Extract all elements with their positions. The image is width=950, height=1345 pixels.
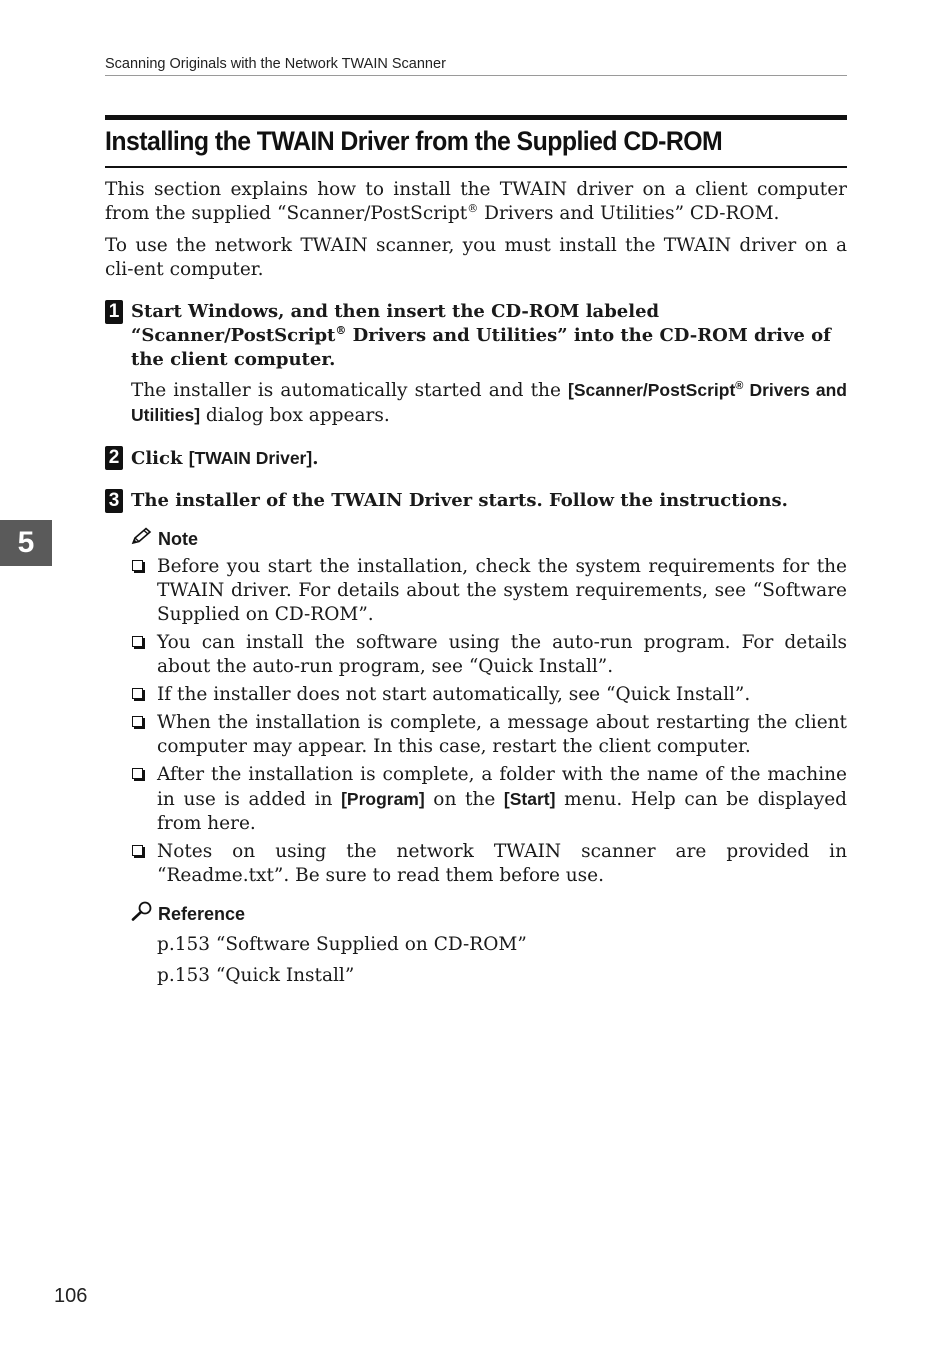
pencil-icon	[131, 527, 158, 551]
note-heading	[131, 527, 847, 551]
reference-link[interactable]: p.153 “Software Supplied on CD-ROM”	[157, 934, 527, 955]
start-key: [Start]	[503, 789, 556, 809]
reference-link[interactable]: p.153 “Quick Install”	[157, 965, 355, 986]
reference-label: Reference	[158, 904, 246, 924]
chapter-tab: 5	[0, 520, 52, 566]
intro-paragraph-1: This section explains how to install the TWAIN driver on a client computer from the supplied “Scanner/PostScript® Drivers and Utilities” CD-ROM.	[105, 179, 847, 224]
step-2	[105, 446, 847, 471]
note-item: Before you start the installation, check the system requirements for the TWAIN driver. For details about the system requirements, see “Software Supplied on CD-ROM”.	[131, 555, 847, 627]
step-3	[105, 489, 847, 513]
note-label: Note	[158, 529, 198, 549]
note-item: After the installation is complete, a folder with the name of the machine in use is added in [Program] on the [Start] menu. Help can be displayed from here.	[131, 763, 847, 836]
step-1-description: The installer is automatically started and the [Scanner/PostScript® Drivers and Utilities] dialog box appears.	[131, 380, 847, 426]
running-header: Scanning Originals with the Network TWAIN Scanner	[105, 56, 847, 76]
page-number: 106	[54, 1285, 88, 1307]
checkbox-bullet-icon	[132, 768, 143, 779]
title-top-rule	[105, 115, 847, 120]
checkbox-bullet-icon	[132, 716, 143, 727]
note-item: When the installation is complete, a message about restarting the client computer may appear. In this case, restart the client computer.	[131, 711, 847, 759]
section-title: Installing the TWAIN Driver from the Supplied CD-ROM	[105, 126, 723, 156]
step-2-instruction: Click [TWAIN Driver].	[131, 448, 319, 469]
checkbox-bullet-icon	[132, 688, 143, 699]
step-3-instruction: The installer of the TWAIN Driver starts. Follow the instructions.	[131, 490, 788, 511]
note-item: If the installer does not start automatically, see “Quick Install”.	[131, 683, 847, 707]
note-item: Notes on using the network TWAIN scanner are provided in “Readme.txt”. Be sure to read them before use.	[131, 840, 847, 888]
step-1	[105, 300, 847, 428]
reference-heading	[131, 902, 847, 926]
note-block	[105, 527, 847, 988]
step-number-3: 3	[105, 489, 123, 513]
dialog-name: [Scanner/PostScript® Drivers and Utilities]	[131, 380, 847, 425]
title-bottom-rule	[105, 166, 847, 168]
magnifier-icon	[131, 901, 158, 927]
checkbox-bullet-icon	[132, 560, 143, 571]
program-key: [Program]	[341, 789, 425, 809]
checkbox-bullet-icon	[132, 845, 143, 856]
step-number-2: 2	[105, 446, 123, 470]
checkbox-bullet-icon	[132, 636, 143, 647]
page-content	[105, 178, 847, 988]
step-1-instruction: Start Windows, and then insert the CD-ROM labeled “Scanner/PostScript® Drivers and Utilities” into the CD-ROM drive of the client computer.	[131, 301, 831, 370]
intro-paragraph-2: To use the network TWAIN scanner, you must install the TWAIN driver on a cli-ent computer.	[105, 235, 847, 280]
note-item: You can install the software using the auto-run program. For details about the auto-run program, see “Quick Install”.	[131, 631, 847, 679]
twain-driver-key: [TWAIN Driver]	[188, 448, 313, 468]
step-number-1: 1	[105, 300, 123, 324]
